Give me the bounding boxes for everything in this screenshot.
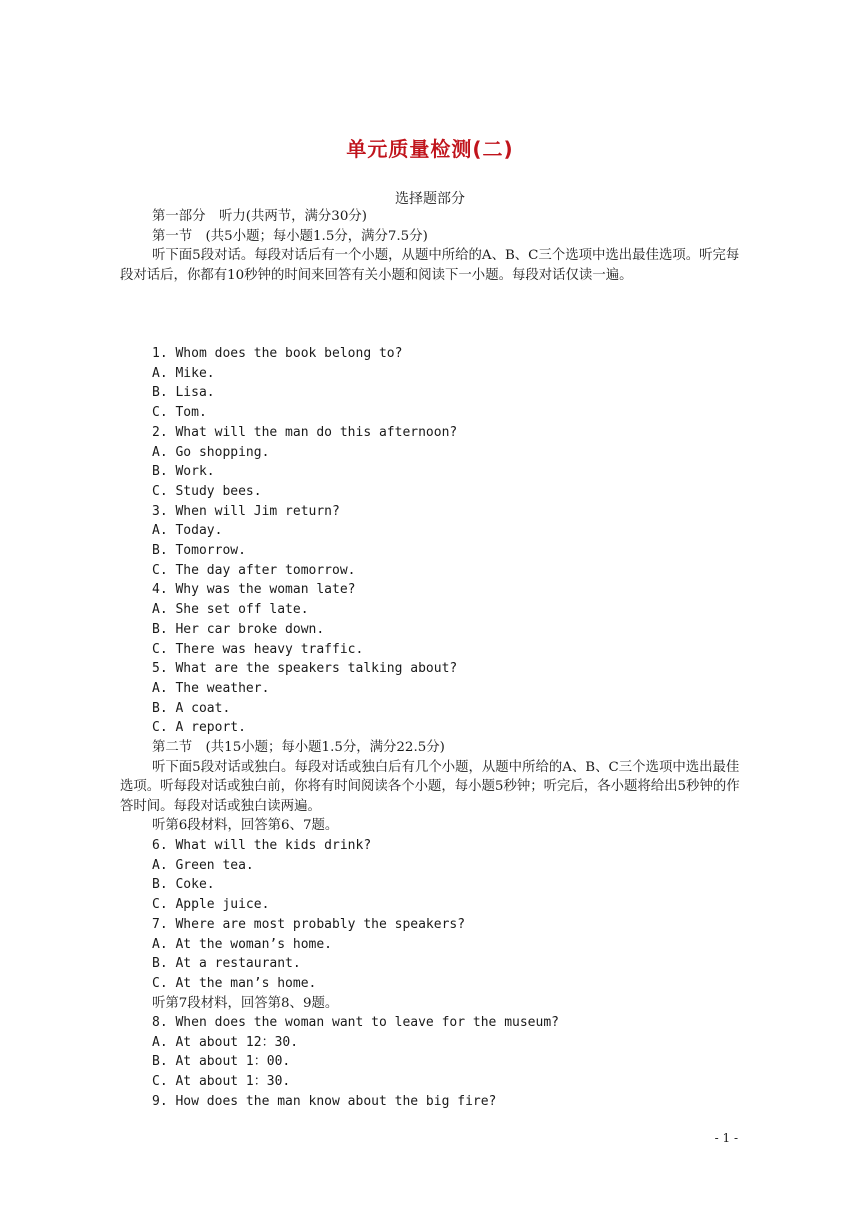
question-text: 1. Whom does the book belong to? <box>152 346 403 361</box>
question-text: 2. What will the man do this afternoon? <box>152 424 458 440</box>
sec1-question-list <box>152 344 742 738</box>
question-text: 3. When will Jim return? <box>152 503 340 519</box>
answer-option: C. At about 1：30. <box>152 1074 291 1090</box>
sec1-heading: 第一节 (共5小题；每小题1.5分，满分7.5分) <box>152 228 428 244</box>
question-text: 4. Why was the woman late? <box>152 582 356 598</box>
material7-question-list <box>152 1013 742 1112</box>
answer-option: B. Coke. <box>152 877 215 893</box>
answer-option: B. Work. <box>152 464 215 480</box>
sec2-instructions: 听下面5段对话或独白。每段对话或独白后有几个小题，从题中所给的A、B、C三个选项中选出最佳选项。听每段对话或独白前，你将有时间阅读各个小题，每小题5秒钟；听完后，各小题将给出5秒钟的作答时间。每段对话或独白读两遍。 <box>120 759 740 814</box>
answer-option: C. The day after tomorrow. <box>152 562 356 578</box>
part2-block <box>120 738 740 836</box>
material6-heading: 听第6段材料，回答第6、7题。 <box>152 818 339 834</box>
answer-option: C. Apple juice. <box>152 897 270 913</box>
sec1-instructions: 听下面5段对话。每段对话后有一个小题，从题中所给的A、B、C三个选项中选出最佳选项。听完每段对话后，你都有10秒钟的时间来回答有关小题和阅读下一小题。每段对话仅读一遍。 <box>120 248 740 283</box>
answer-option: C. At the man’s home. <box>152 975 317 991</box>
answer-option: B. Tomorrow. <box>152 543 246 559</box>
question-text: 6. What will the kids drink? <box>152 838 372 853</box>
part1-block <box>120 207 740 285</box>
page-number: - 1 - <box>714 1131 738 1145</box>
answer-option: C. There was heavy traffic. <box>152 641 364 657</box>
answer-option: A. Today. <box>152 523 223 539</box>
document-title: 单元质量检测(二) <box>346 137 514 161</box>
question-text: 5. What are the speakers talking about? <box>152 661 458 677</box>
answer-option: A. She set off late. <box>152 602 309 618</box>
section-heading: 选择题部分 <box>395 191 465 207</box>
answer-option: A. The weather. <box>152 680 270 696</box>
material7-block <box>120 994 740 1014</box>
answer-option: B. Her car broke down. <box>152 621 325 637</box>
answer-option: B. At about 1：00. <box>152 1054 291 1070</box>
answer-option: B. A coat. <box>152 700 231 716</box>
answer-option: A. Go shopping. <box>152 444 270 460</box>
question-text: 9. How does the man know about the big fire? <box>152 1093 497 1109</box>
answer-option: C. Tom. <box>152 405 207 421</box>
part1-heading: 第一部分 听力(共两节，满分30分) <box>152 209 367 224</box>
answer-option: A. At the woman’s home. <box>152 936 333 952</box>
question-text: 8. When does the woman want to leave for the museum? <box>152 1015 559 1030</box>
answer-option: B. At a restaurant. <box>152 956 301 972</box>
answer-option: A. At about 12：30. <box>152 1034 299 1050</box>
answer-option: B. Lisa. <box>152 385 215 401</box>
question-text: 7. Where are most probably the speakers? <box>152 916 466 932</box>
answer-option: A. Mike. <box>152 365 215 381</box>
sec2-heading: 第二节 (共15小题；每小题1.5分，满分22.5分) <box>152 740 445 755</box>
answer-option: A. Green tea. <box>152 857 254 873</box>
material6-question-list <box>152 836 742 994</box>
material7-heading: 听第7段材料，回答第8、9题。 <box>152 996 339 1011</box>
answer-option: C. A report. <box>152 720 246 736</box>
answer-option: C. Study bees. <box>152 483 262 499</box>
